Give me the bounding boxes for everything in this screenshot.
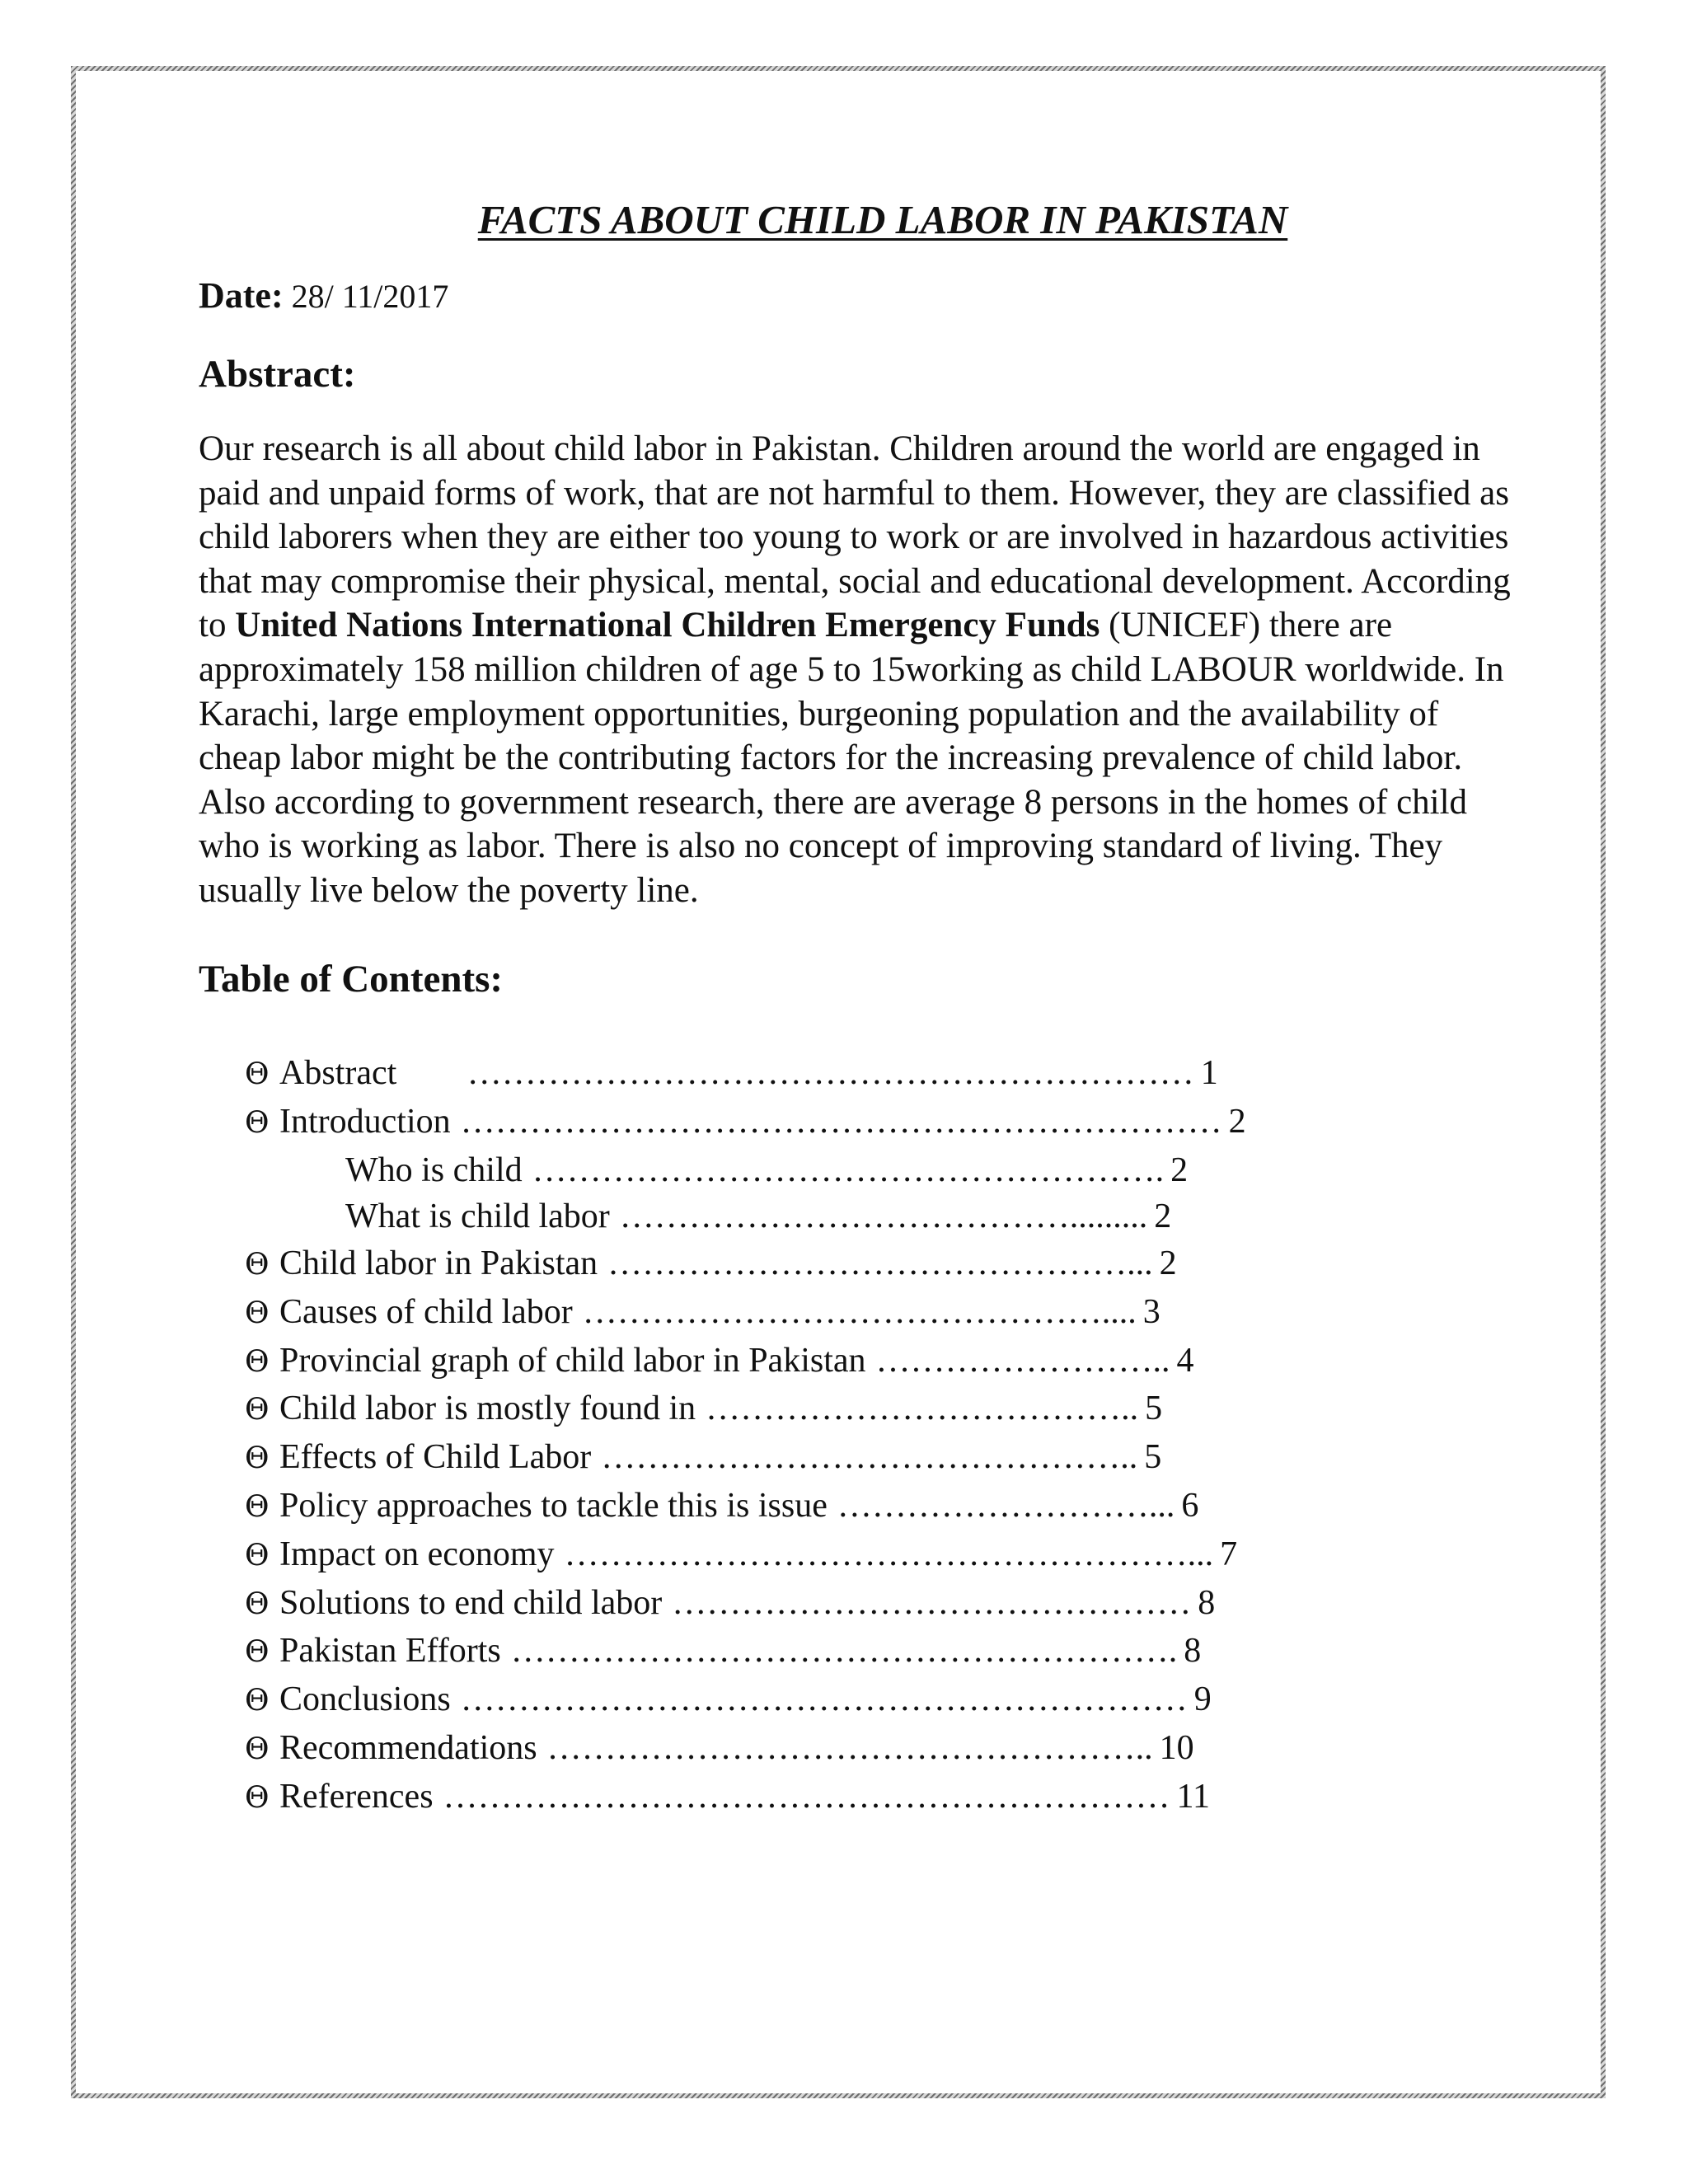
- toc-item-label: Who is child: [345, 1151, 523, 1189]
- toc-page-number: 2: [1228, 1102, 1246, 1141]
- theta-bullet-icon: Θ: [245, 1248, 270, 1282]
- toc-item-label: Conclusions: [279, 1680, 451, 1719]
- theta-bullet-icon: Θ: [245, 1586, 270, 1621]
- toc-page-number: 5: [1145, 1390, 1163, 1428]
- toc-dot-leader: ………………………………………………………: [443, 1777, 1170, 1816]
- toc-item-label: Pakistan Efforts: [279, 1632, 501, 1671]
- theta-bullet-icon: Θ: [245, 1393, 270, 1427]
- toc-subitem: [199, 1147, 1534, 1194]
- theta-bullet-icon: Θ: [245, 1780, 270, 1815]
- theta-bullet-icon: Θ: [245, 1105, 270, 1140]
- toc-dot-leader: ………………………………..: [706, 1390, 1139, 1428]
- toc-page-number: 11: [1176, 1777, 1210, 1816]
- toc-item: [199, 1338, 1534, 1386]
- toc-item-label: Recommendations: [279, 1729, 537, 1768]
- toc-page-number: 6: [1181, 1487, 1199, 1526]
- abstract-text-end: (UNICEF) there are approximately 158 million children of age 5 to 15working as child LABOUR worldwide. In Karachi, large employment opportunities, burgeoning population and the availability of cheap labor might be the contributing factors for the increasing prevalence of child labor. Also according to government research, there are average 8 persons in the homes of child who is working as labor. There is also no concept of improving standard of living. They usually live below the poverty line.: [199, 606, 1504, 910]
- toc-dot-leader: ………………………………………………...: [564, 1535, 1214, 1573]
- theta-bullet-icon: Θ: [245, 1684, 270, 1718]
- toc-page-number: 5: [1144, 1438, 1162, 1477]
- toc-dot-leader: ………………………………………...: [607, 1244, 1153, 1283]
- toc-dot-leader: ………………………………………………………: [406, 1053, 1194, 1092]
- toc-item-label: Introduction: [279, 1102, 451, 1141]
- date-line: [199, 274, 1534, 318]
- abstract-bold-organization: United Nations International Children Emergency Funds: [235, 606, 1100, 645]
- document-title: FACTS ABOUT CHILD LABOR IN PAKISTAN: [477, 197, 1288, 242]
- toc-item-label: Child labor in Pakistan: [279, 1244, 598, 1283]
- toc-dot-leader: ………………………………………: [672, 1583, 1192, 1622]
- toc-item-label: Provincial graph of child labor in Pakistan: [279, 1341, 866, 1380]
- toc-item: [199, 1580, 1534, 1629]
- abstract-paragraph: [199, 427, 1517, 913]
- toc-dot-leader: ………………………………………………………: [460, 1680, 1188, 1719]
- toc-dot-leader: ………………………...: [837, 1487, 1175, 1526]
- theta-bullet-icon: Θ: [245, 1490, 270, 1525]
- toc-dot-leader: ……………………………………………….: [532, 1151, 1165, 1189]
- abstract-text-start: Our research is all about child labor in Pakistan. Children around the world are engaged in paid and unpaid forms of work, that are not harmful to them. However, they are classified as child laborers when they are either too young to work or are involved in hazardous activities that may compromise their physical, mental, social and educational development. According to: [199, 429, 1511, 645]
- toc-page-number: 8: [1198, 1583, 1216, 1622]
- toc-item: [199, 1774, 1534, 1822]
- toc-item: [199, 1099, 1534, 1147]
- toc-item-label: What is child labor: [345, 1197, 610, 1236]
- toc-heading: Table of Contents:: [199, 957, 504, 1001]
- table-of-contents: [199, 1050, 1534, 1822]
- toc-dot-leader: ……………………………………………..: [546, 1729, 1153, 1768]
- toc-item-label: Effects of Child Labor: [279, 1438, 592, 1477]
- toc-item-label: Impact on economy: [279, 1535, 555, 1573]
- theta-bullet-icon: Θ: [245, 1538, 270, 1572]
- toc-page-number: 10: [1159, 1729, 1194, 1768]
- toc-item: [199, 1289, 1534, 1338]
- theta-bullet-icon: Θ: [245, 1057, 270, 1091]
- toc-item-label: Policy approaches to tackle this is issue: [279, 1487, 828, 1526]
- toc-page-number: 9: [1193, 1680, 1212, 1719]
- toc-page-number: 2: [1170, 1151, 1189, 1189]
- toc-item: [199, 1628, 1534, 1676]
- toc-item: [199, 1531, 1534, 1580]
- toc-page-number: 2: [1154, 1197, 1172, 1236]
- toc-item: [199, 1434, 1534, 1483]
- toc-item: [199, 1676, 1534, 1725]
- toc-item: [199, 1725, 1534, 1774]
- toc-item: [199, 1050, 1534, 1099]
- toc-page-number: 1: [1200, 1053, 1218, 1092]
- toc-item-label: Solutions to end child labor: [279, 1583, 663, 1622]
- toc-subitem: [199, 1193, 1534, 1240]
- theta-bullet-icon: Θ: [245, 1635, 270, 1670]
- toc-page-number: 8: [1184, 1632, 1202, 1671]
- toc-item-label: Causes of child labor: [279, 1292, 573, 1331]
- theta-bullet-icon: Θ: [245, 1344, 270, 1379]
- theta-bullet-icon: Θ: [245, 1732, 270, 1767]
- toc-item: [199, 1385, 1534, 1434]
- date-label: Date:: [199, 274, 284, 316]
- abstract-heading: Abstract:: [199, 352, 356, 396]
- toc-page-number: 4: [1176, 1341, 1194, 1380]
- theta-bullet-icon: Θ: [245, 1296, 270, 1330]
- toc-dot-leader: ……………………..: [875, 1341, 1170, 1380]
- toc-dot-leader: ………………………………………..: [601, 1438, 1138, 1477]
- toc-dot-leader: ………………………………………………….: [510, 1632, 1178, 1671]
- document-content: [199, 196, 1534, 1822]
- toc-dot-leader: ………………………………….........: [619, 1197, 1148, 1236]
- toc-item-label: Child labor is mostly found in: [279, 1390, 696, 1428]
- toc-item-label: Abstract: [279, 1053, 397, 1092]
- toc-item: [199, 1240, 1534, 1289]
- toc-page-number: 3: [1142, 1292, 1160, 1331]
- theta-bullet-icon: Θ: [245, 1441, 270, 1476]
- toc-dot-leader: …………………………………………………………: [460, 1102, 1222, 1141]
- toc-item: [199, 1483, 1534, 1531]
- toc-page-number: 7: [1220, 1535, 1238, 1573]
- toc-item-label: References: [279, 1777, 434, 1816]
- toc-page-number: 2: [1159, 1244, 1177, 1283]
- date-value: 28/ 11/2017: [283, 277, 449, 315]
- toc-dot-leader: ………………………………………....: [582, 1292, 1137, 1331]
